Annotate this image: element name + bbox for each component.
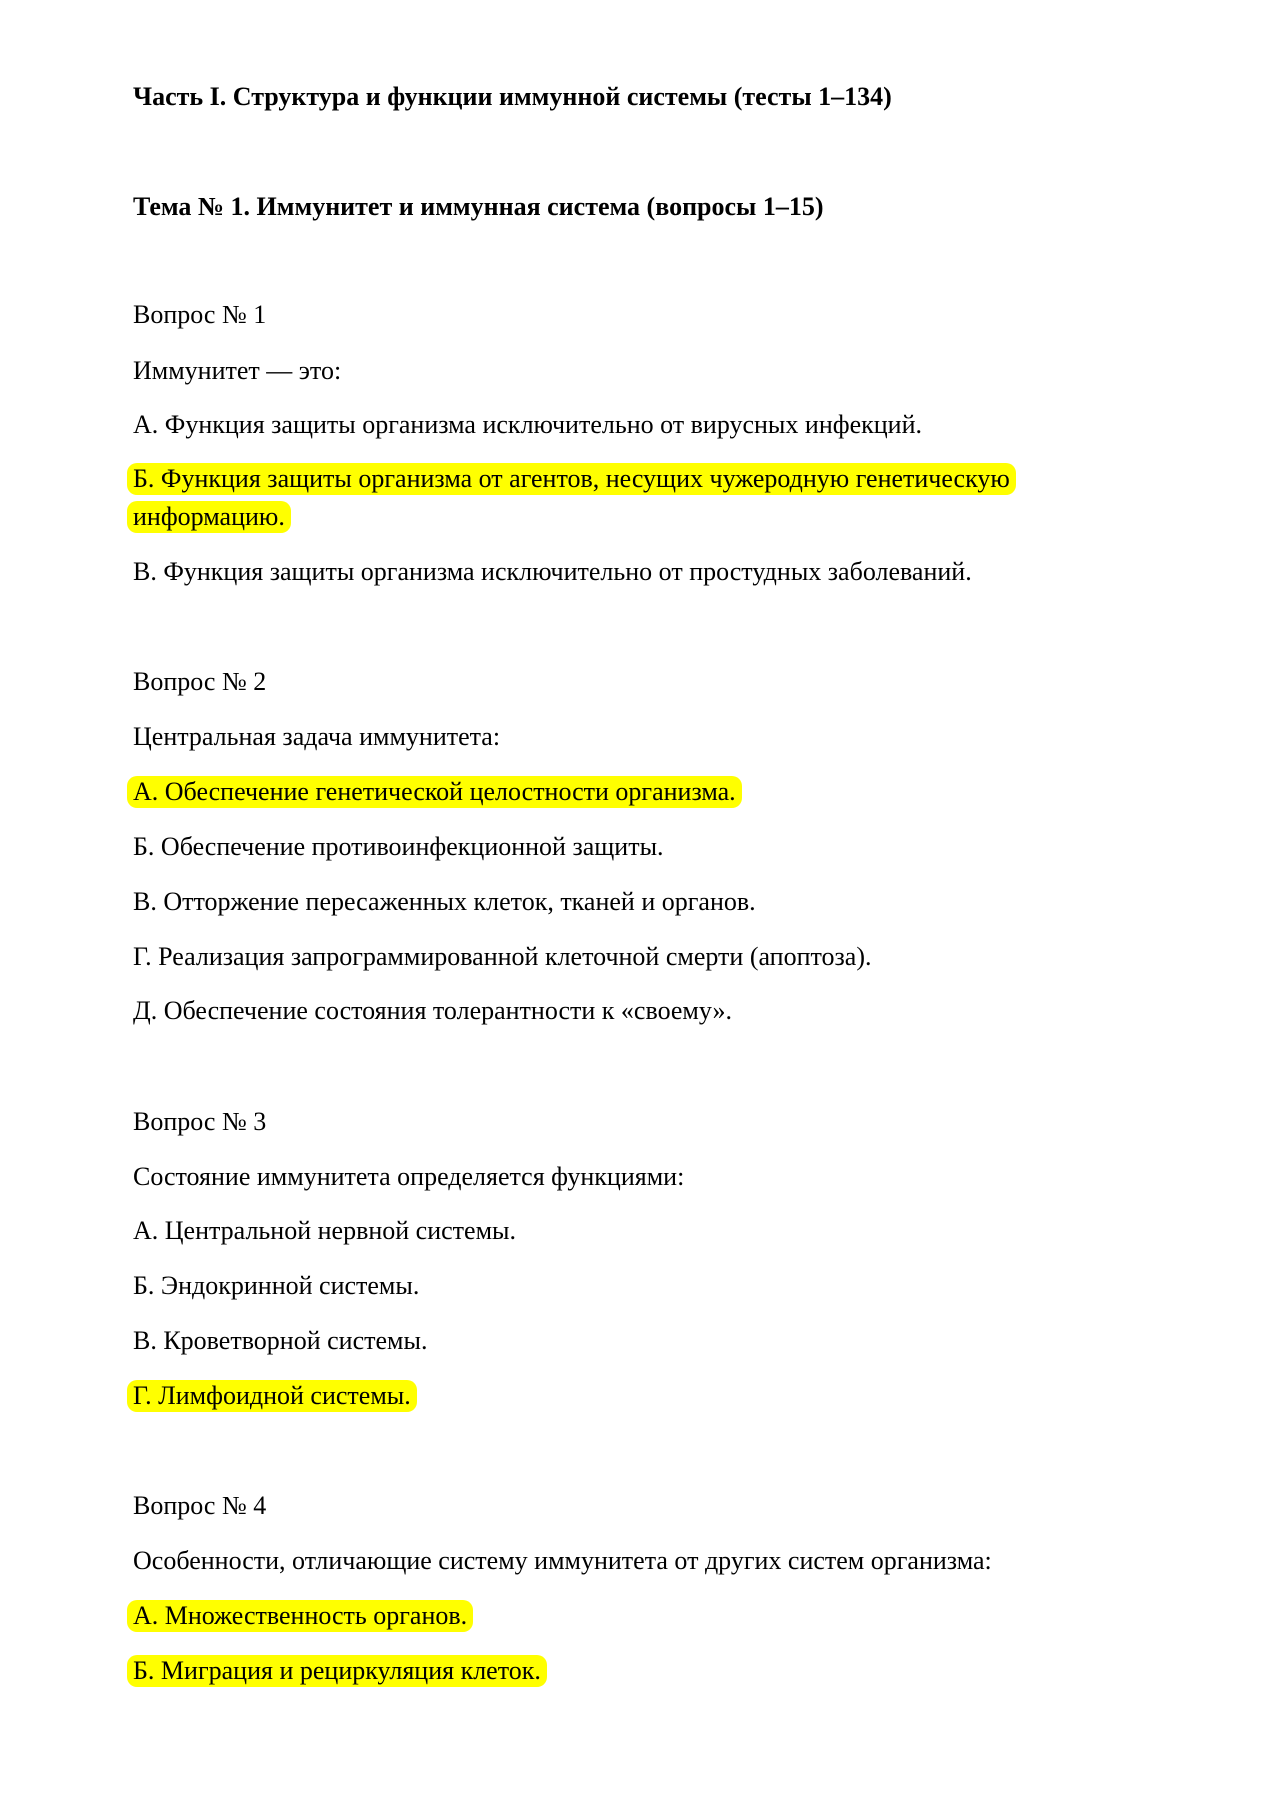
question-2-option-c: В. Отторжение пересаженных клеток, тканей и органов. (133, 887, 756, 916)
question-1-option-a: А. Функция защиты организма исключительно от вирусных инфекций. (133, 410, 922, 439)
highlighted-answer: Б. Миграция и рециркуляция клеток. (127, 1655, 547, 1687)
question-4-option-a (133, 1597, 1193, 1635)
highlighted-answer: Б. Функция защиты организма от агентов, несущих чужеродную генетическую (127, 463, 1016, 495)
question-4-text: Особенности, отличающие систему иммунитета от других систем организма: (133, 1546, 992, 1575)
question-4-number: Вопрос № 4 (133, 1491, 267, 1520)
question-2-option-a (133, 773, 1193, 811)
question-4-option-b (133, 1652, 1193, 1690)
question-2-option-b: Б. Обеспечение противоинфекционной защиты. (133, 832, 664, 861)
question-2-number: Вопрос № 2 (133, 667, 267, 696)
highlighted-answer: Г. Лимфоидной системы. (127, 1380, 417, 1412)
highlighted-answer: А. Обеспечение генетической целостности организма. (127, 776, 742, 808)
question-2-option-e: Д. Обеспечение состояния толерантности к «своему». (133, 996, 733, 1025)
question-3-number: Вопрос № 3 (133, 1107, 267, 1136)
question-1-option-c: В. Функция защиты организма исключительно от простудных заболеваний. (133, 557, 972, 586)
question-3-option-c: В. Кроветворной системы. (133, 1326, 428, 1355)
question-3-text: Состояние иммунитета определяется функциями: (133, 1162, 685, 1191)
highlighted-answer: А. Множественность органов. (127, 1600, 473, 1632)
question-1-option-b-line-1 (133, 460, 1193, 498)
question-1-number: Вопрос № 1 (133, 300, 267, 329)
highlighted-answer: информацию. (127, 501, 291, 533)
question-3-option-a: А. Центральной нервной системы. (133, 1216, 516, 1245)
question-1-option-b-line-2 (133, 498, 1193, 536)
question-3-option-d (133, 1377, 1193, 1415)
question-3-option-b: Б. Эндокринной системы. (133, 1271, 420, 1300)
question-2-option-d: Г. Реализация запрограммированной клеточной смерти (апоптоза). (133, 942, 872, 971)
question-1-text: Иммунитет — это: (133, 356, 342, 385)
question-2-text: Центральная задача иммунитета: (133, 722, 501, 751)
topic-title: Тема № 1. Иммунитет и иммунная система (вопросы 1–15) (133, 192, 824, 221)
part-title: Часть I. Структура и функции иммунной системы (тесты 1–134) (133, 82, 892, 111)
